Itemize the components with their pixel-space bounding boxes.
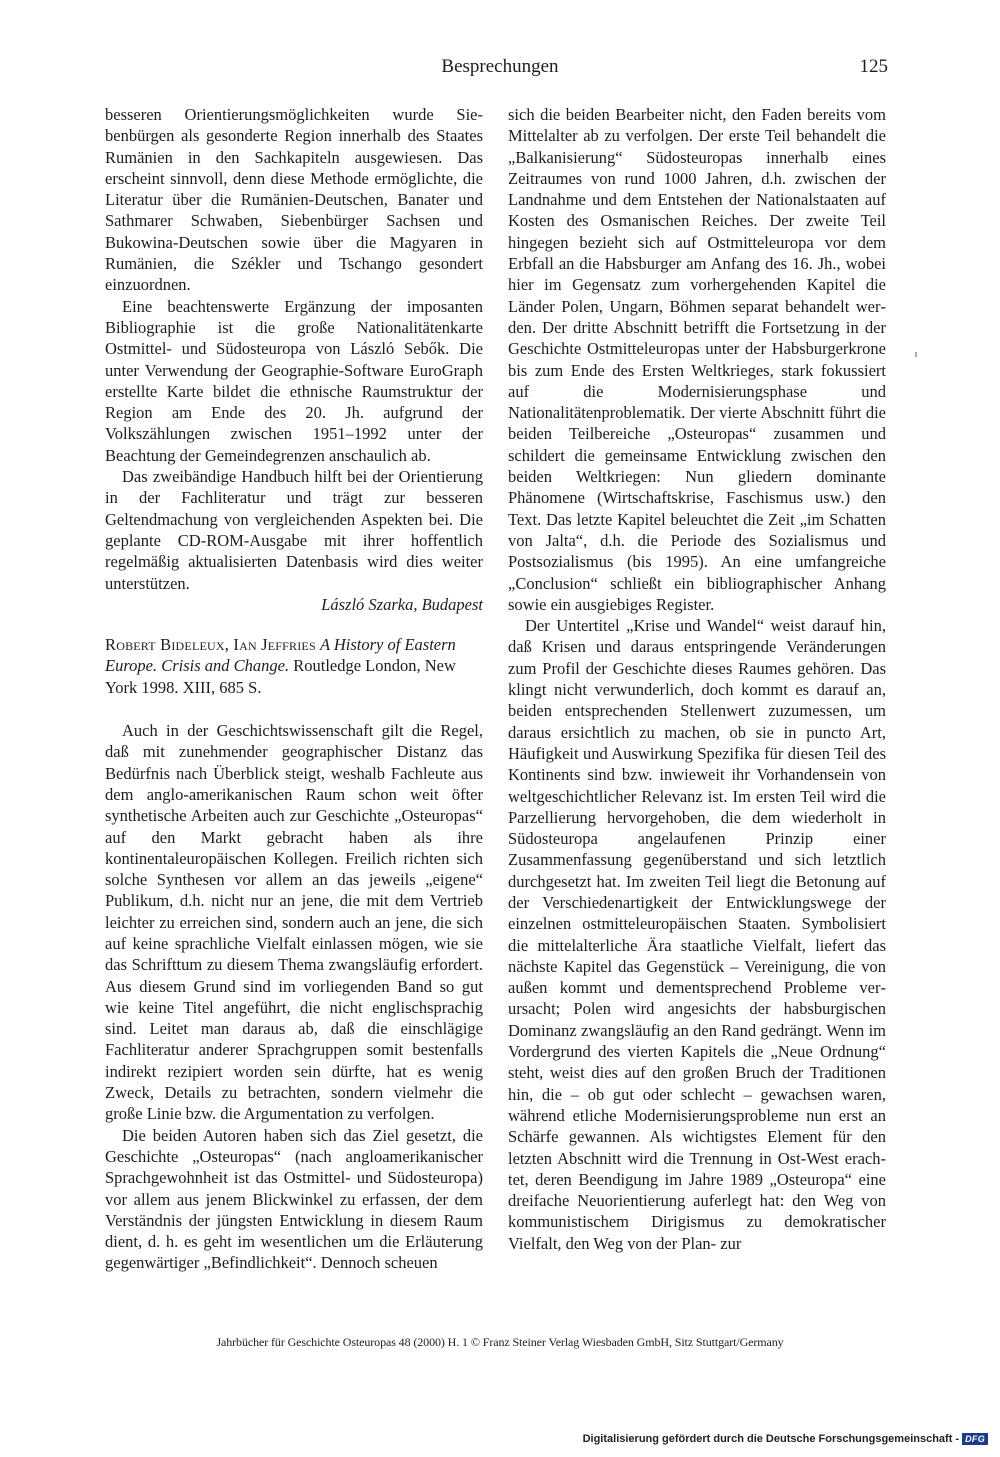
journal-footer: Jahrbücher für Geschichte Osteuropas 48 (2000) H. 1 © Franz Steiner Verlag Wiesbaden GmbH, Sitz Stuttgart/Germany	[216, 1335, 784, 1349]
paragraph-left-2: Eine beachtenswerte Ergänzung der imposanten Bibliographie ist die große Nationalitätenkarte Ostmittel- und Südosteuropa von László Sebők. Die unter Verwendung der Geographie-Software EuroGraph erstellte Karte bildet die ethnische Raumstruktur der Region am Ende des 20. Jh. aufgrund der Volkszählungen zwischen 1951–1992 unter der Beachtung der Gemeindegrenzen anschaulich ab.	[105, 296, 483, 465]
scan-speck	[915, 352, 917, 357]
paragraph-right-2: Der Untertitel „Krise und Wandel“ weist darauf hin, daß Krisen und daraus entspringende Veränderungen zum Profil der Geschichte dieses Raumes gehören. Das klingt nicht verwunderlich, doch kommt es darauf an, beiden entsprechenden Stellenwert zuzumessen, um daraus ersichtlich zu machen, ob sie in puncto Art, Häufigkeit und Auswirkung Spezifika für diesen Teil des Kontinents sind bzw. inwieweit ihr Vorhandensein von weltgeschichtlicher Relevanz ist. Im ersten Teil wird die Parzellierung hervorgehoben, die dem wiederholt in Südosteuropa angelaufenen Prinzip einer Zusammenfassung gegenüberstand und sich letztlich durchgesetzt hat. Im zweiten Teil liegt die Betonung auf der Verschiedenartigkeit der Entwicklungswege der einzelnen ostmitteleuropäischen Staaten. Symbolisiert die mittelalterliche Ära staatliche Vielfalt, liefert das nächste Kapitel das Gegenstück – Vereinigung, die von außen kommt und dementsprechend Probleme verursacht; Polen wird angesichts der habsburgischen Dominanz zwangsläufig an den Rand gedrängt. Wenn im Vordergrund des vierten Kapitels die „Neue Ordnung“ steht, weist dies auf den großen Bruch der Traditionen hin, die – ob gut oder schlecht – gewachsen waren, während etliche Modernisierungsprobleme nun erst an Schärfe gewannen. Als wichtigstes Element für den letzten Abschnitt wird die Trennung in Ost-West erachtet, deren Beendigung im Jahre 1989 „Osteuropa“ eine dreifache Neuorientierung auferlegt hat: den Weg von kommunistischem Dirigismus zu demokratischer Vielfalt, den Weg von der Plan- zur	[508, 616, 886, 1253]
running-header-title: Besprechungen	[441, 56, 559, 77]
paragraph-right-1: sich die beiden Bearbeiter nicht, den Faden bereits vom Mittelalter ab zu verfolgen. Der erste Teil behandelt die „Balkanisierung“ Südosteuropas innerhalb eines Zeitraumes von rund 1000 Jahren, d.h. zwischen der Landnahme und dem Entstehen der Nationalstaaten auf Kosten des Osmanischen Reiches. Der zweite Teil hingegen bezieht sich auf Ostmitteleuropa vor dem Erbfall an die Habsburger am Anfang des 16. Jh., wobei hier im Gegensatz zum vorhergehenden Kapitel die Länder Polen, Ungarn, Böhmen separat behandelt werden. Der dritte Abschnitt betrifft die Fortsetzung in der Geschichte Ostmitteleuropas unter der Habsburgerkrone bis zum Ende des Ersten Weltkrieges, stark fokussiert auf die Modernisierungsphase und Nationalitätenproblematik. Der vierte Abschnitt führt die beiden Teilbereiche „Osteuropas“ zusammen und schildert die gemeinsame Entwicklung zwischen den beiden Weltkriegen: Nun gliedern dominante Phänomene (Wirtschaftskrise, Faschismus usw.) den Text. Das letzte Kapitel beleuchtet die Zeit „im Schatten von Jalta“, d.h. die Periode des Sozialismus und Postsozialismus (bis 1995). An eine umfangreiche „Conclusion“ schließt ein bibliographischer Anhang sowie ein ausgiebiges Register.	[508, 105, 886, 614]
digitization-text: Digitalisierung gefördert durch die Deutsche Forschungsgemeinschaft -	[582, 1433, 960, 1445]
paragraph-left-1: besseren Orientierungsmöglichkeiten wurde Siebenbürgen als gesonderte Region innerhalb des Staates Rumänien in den Sachkapiteln ausgewiesen. Das erscheint sinnvoll, denn diese Methode ermöglichte, die Literatur über die Rumänien-Deutschen, Banater und Sathmarer Schwaben, Siebenbürger Sachsen und Bukowina-Deutschen sowie über die Magyaren in Rumänien, die Székler und Tschango gesondert einzuordnen.	[105, 105, 483, 295]
review-citation	[105, 634, 483, 698]
review-authors: Robert Bideleux, Ian Jeffries	[105, 635, 316, 655]
page-number: 125	[859, 56, 888, 77]
review-publisher: Routledge London, New York 1998. XIII, 685 S.	[105, 656, 456, 697]
paragraph-left-4: Auch in der Geschichtswissenschaft gilt die Regel, daß mit zunehmender geographischer Distanz das Bedürfnis nach Überblick steigt, weshalb Fachleute aus dem anglo-amerikanischen Raum schon weit öfter synthetische Arbeiten auch zur Geschichte „Osteuropas“ auf den Markt gebracht haben als ihre kontinentaleuropäischen Kollegen. Freilich richten sich solche Synthesen vor allem an das jeweils „eigene“ Publikum, d.h. nicht nur an jene, die mit dem Vertrieb leichter zu erreichen sind, sondern auch an jene, die sich auf keine sprachliche Vielfalt einlassen mögen, wie sie das Schrifttum zu diesem Thema zwangsläufig erfordert. Aus diesem Grund sind im vorliegenden Band so gut wie keine Titel angeführt, die nicht englischsprachig sind. Leitet man daraus ab, daß die einschlägige Fachliteratur anderer Sprachgruppen somit bestenfalls indirekt rezipiert worden sein dürfte, hat es wenig Zweck, Details zu betrachten, sondern vielmehr die große Linie bzw. die Argumentation zu verfolgen.	[105, 721, 483, 1124]
reviewer-signature: László Szarka, Budapest	[321, 594, 483, 614]
paragraph-left-5: Die beiden Autoren haben sich das Ziel gesetzt, die Geschichte „Osteuropas“ (nach angloamerikanischer Sprachgewohnheit ist das Ostmittel- und Südosteuropa) vor allem aus jenem Blickwinkel zu erfassen, der dem Verständnis der jüngsten Entwicklung in diesem Raum dient, d. h. es geht im wesentlichen um die Erläuterung gegenwärtiger „Befindlichkeit“. Dennoch scheuen	[105, 1125, 483, 1273]
review-book-title: A History of Eastern Europe. Crisis and Change.	[105, 635, 456, 676]
right-column	[508, 104, 886, 1254]
digitization-notice	[583, 1433, 988, 1445]
paragraph-left-3: Das zweibändige Handbuch hilft bei der Orientierung in der Fachliteratur und trägt zur besseren Geltendmachung von vergleichenden Aspekten bei. Die geplante CD-ROM-Ausgabe mit ihrer hoffentlich regelmäßig aktualisierten Datenbasis wird dies weiter unterstützen.	[105, 467, 483, 593]
dfg-logo-icon: DFG	[962, 1433, 988, 1445]
left-column	[105, 104, 483, 1274]
